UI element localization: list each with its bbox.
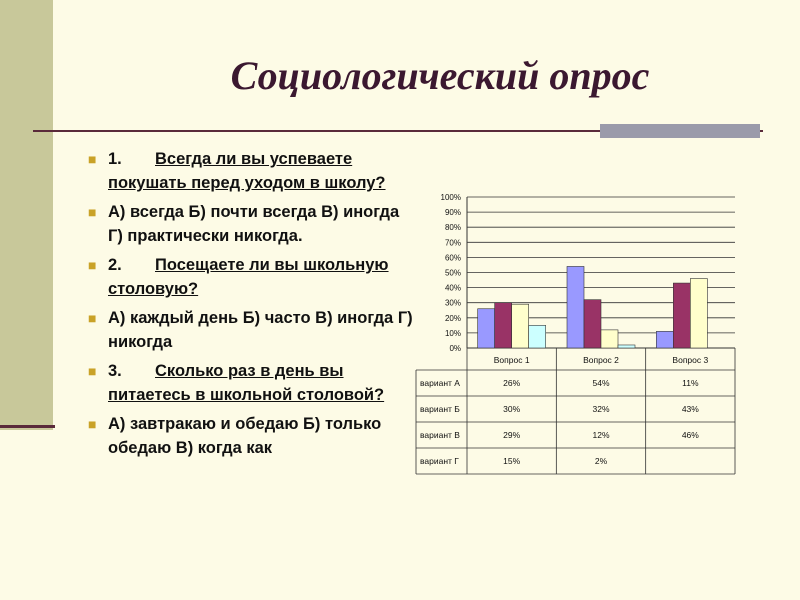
category-label: Вопрос 2 (583, 355, 619, 365)
y-tick-label: 30% (444, 298, 461, 308)
data-label: 11% (682, 378, 699, 388)
y-tick-label: 0% (449, 344, 461, 353)
question-text: Сколько раз в день вы питаетесь в школьной столовой? (108, 362, 385, 404)
bar (673, 283, 690, 348)
bullet-icon: ■ (88, 416, 97, 432)
data-label: 30% (503, 404, 521, 414)
bullet-icon: ■ (88, 151, 97, 167)
bar (567, 266, 584, 348)
question-number: 3. (108, 362, 122, 380)
bar (601, 330, 618, 348)
data-label: 15% (503, 456, 521, 466)
data-label: 32% (592, 404, 610, 414)
bar (584, 300, 601, 348)
y-tick-label: 50% (444, 268, 461, 278)
bar (512, 304, 529, 348)
data-label: 43% (681, 404, 699, 414)
legend-entry: вариант А (420, 378, 460, 388)
bar (656, 331, 673, 348)
data-label: 29% (503, 430, 521, 440)
bar (529, 325, 546, 348)
category-label: Вопрос 1 (493, 355, 530, 365)
answer-options: А) завтракаю и обедаю Б) только обедаю В) когда как (108, 415, 382, 457)
bar (618, 345, 635, 348)
legend-entry: вариант Б (420, 404, 460, 414)
y-tick-label: 100% (440, 193, 461, 202)
data-label: 26% (503, 378, 521, 388)
bullet-icon: ■ (88, 310, 97, 326)
y-tick-label: 70% (444, 238, 461, 248)
legend-entry: вариант В (420, 430, 460, 440)
data-label: 46% (681, 430, 699, 440)
bar (478, 309, 495, 348)
bullet-icon: ■ (88, 257, 97, 273)
slide-title: Социологический опрос (230, 53, 650, 98)
y-tick-label: 80% (444, 223, 461, 233)
data-label: 2% (594, 456, 608, 466)
y-tick-label: 20% (444, 313, 461, 323)
bullet-icon: ■ (88, 204, 97, 220)
question-number: 2. (108, 256, 122, 274)
answer-options: А) каждый день Б) часто В) иногда Г) никогда (108, 309, 413, 351)
answer-options: А) всегда Б) почти всегда В) иногда Г) практически никогда. (108, 203, 400, 245)
data-label: 12% (592, 430, 610, 440)
question-text: Всегда ли вы успеваете покушать перед уходом в школу? (108, 150, 386, 192)
bar (495, 303, 512, 348)
bar (690, 279, 707, 348)
y-tick-label: 10% (444, 328, 461, 338)
bullet-icon: ■ (88, 363, 97, 379)
legend-entry: вариант Г (420, 456, 459, 466)
question-text: Посещаете ли вы школьную столовую? (108, 256, 389, 298)
y-tick-label: 60% (444, 253, 461, 263)
category-label: Вопрос 3 (672, 355, 709, 365)
data-label: 54% (592, 378, 610, 388)
question-number: 1. (108, 150, 122, 168)
y-tick-label: 40% (444, 283, 461, 293)
y-tick-label: 90% (444, 208, 461, 218)
